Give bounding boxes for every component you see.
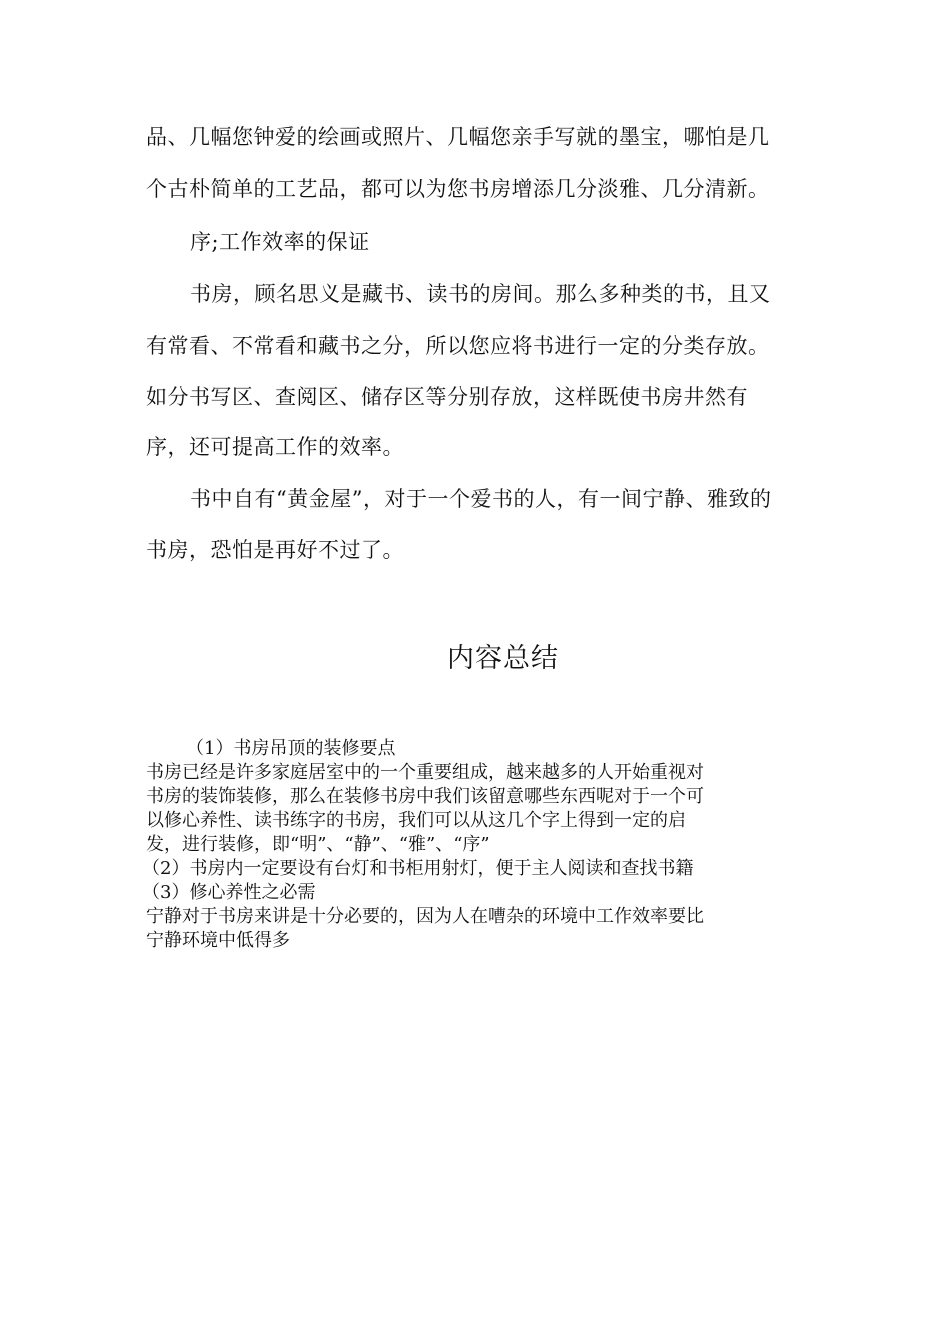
- summary-line: 以修心养性、读书练字的书房，我们可以从这几个字上得到一定的启: [146, 810, 686, 831]
- summary-line: 宁静环境中低得多: [146, 930, 290, 951]
- article-line: 书中自有“黄金屋”，对于一个爱书的人，有一间宁静、雅致的: [190, 487, 772, 511]
- article-line: 书房，恐怕是再好不过了。: [146, 538, 404, 562]
- article-line: 如分书写区、查阅区、储存区等分别存放，这样既使书房井然有: [146, 385, 748, 409]
- summary-line: 书房的装饰装修，那么在装修书房中我们该留意哪些东西呢对于一个可: [146, 786, 704, 807]
- section-heading: 序;工作效率的保证: [190, 230, 370, 254]
- summary-line: 发，进行装修，即“明”、“静”、“雅”、“序”: [146, 834, 490, 855]
- article-line: 有常看、不常看和藏书之分，所以您应将书进行一定的分类存放。: [146, 334, 770, 358]
- article-line: 个古朴简单的工艺品，都可以为您书房增添几分淡雅、几分清新。: [146, 177, 770, 201]
- article-line: 品、几幅您钟爱的绘画或照片、几幅您亲手写就的墨宝，哪怕是几: [146, 125, 770, 149]
- summary-line: （2）书房内一定要设有台灯和书柜用射灯，便于主人阅读和查找书籍: [142, 858, 694, 879]
- article-line: 序，还可提高工作的效率。: [146, 435, 404, 459]
- summary-line: （3）修心养性之必需: [142, 882, 316, 903]
- summary-line: （1）书房吊顶的装修要点: [186, 738, 396, 759]
- summary-line: 宁静对于书房来讲是十分必要的，因为人在嘈杂的环境中工作效率要比: [146, 906, 704, 927]
- article-line: 书房，顾名思义是藏书、读书的房间。那么多种类的书，且又: [190, 282, 771, 306]
- summary-title: 内容总结: [447, 643, 559, 674]
- summary-line: 书房已经是许多家庭居室中的一个重要组成，越来越多的人开始重视对: [146, 762, 704, 783]
